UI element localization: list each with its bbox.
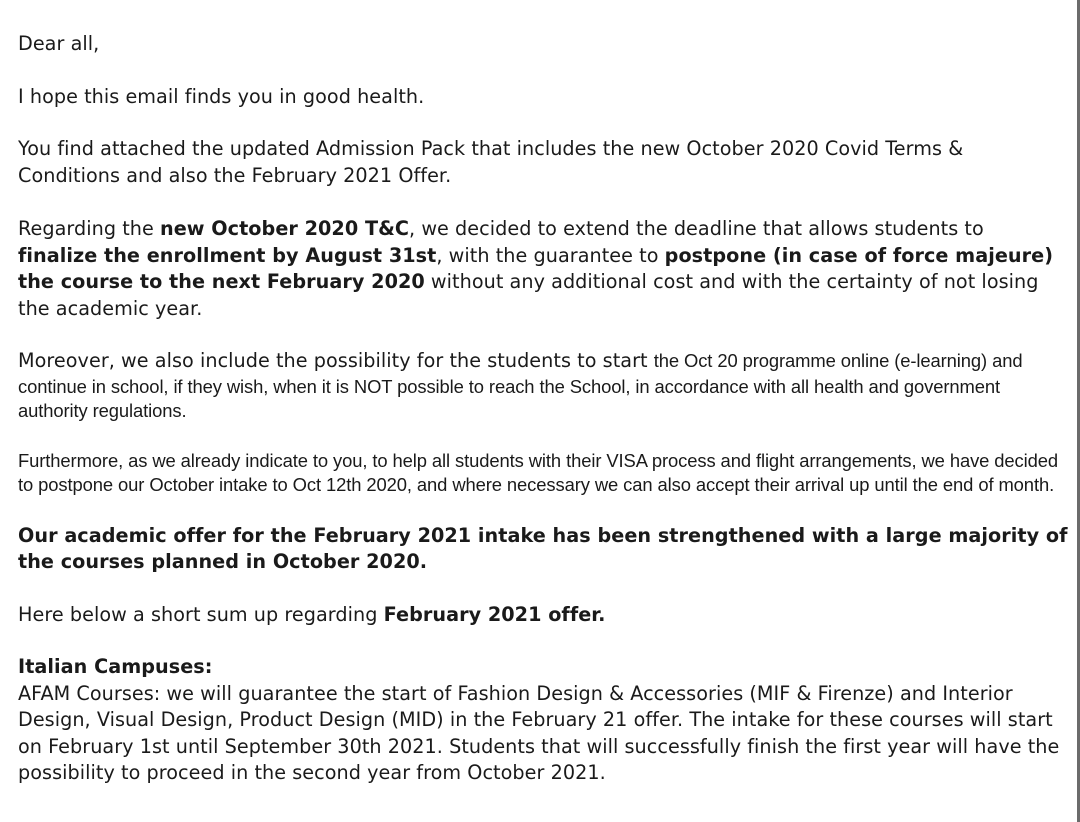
afam-paragraph: AFAM Courses: we will guarantee the start of Fashion Design & Accessories (MIF & Firenze) and Interior Design, Visual Design, Product Design (MID) in the February 21 offer. The intake for these courses will start on February 1st until September 30th 2021. Students that will successfully finish the first year will have the possibility to proceed in the second year from October 2021. — [18, 681, 1060, 784]
sumup-paragraph — [18, 602, 1068, 629]
sumup-text: Here below a short sum up regarding — [18, 602, 384, 626]
terms-bold-2: finalize the enrollment by August 31st — [18, 243, 437, 267]
terms-text-3: , with the guarantee to — [436, 243, 665, 267]
terms-text-1: Regarding the — [18, 217, 161, 240]
greeting-paragraph: Dear all, — [18, 32, 100, 55]
terms-paragraph — [18, 216, 1068, 322]
intro-paragraph: I hope this email finds you in good health. — [18, 84, 425, 108]
campuses-heading-bold: Italian Campuses: — [18, 655, 213, 678]
academic-offer-paragraph — [18, 523, 1068, 576]
terms-text-2: , we decided to extend the deadline that allows students to — [409, 217, 984, 240]
elearning-paragraph — [18, 348, 1068, 423]
attachment-paragraph: You find attached the updated Admission Pack that includes the new October 2020 Covid Terms & Conditions and also the February 2021 Offer. — [18, 137, 964, 187]
academic-offer-bold: Our academic offer for the February 2021 intake has been strengthened with a large majority of the courses planned in October 2020. — [18, 523, 1068, 573]
terms-bold-1: new October 2020 T&C — [160, 217, 410, 240]
sumup-bold: February 2021 offer. — [383, 602, 606, 626]
campuses-heading — [18, 654, 1068, 681]
elearning-text-2: the Oct 20 programme online (e-learning) and continue in school, if they wish, when it is NOT possible to reach the School, in accordance with all health and government authority regulations. — [18, 350, 1023, 421]
terms-bold-3: postpone (in case of force majeure) the course to the next February 2020 — [18, 243, 1054, 293]
terms-text-4: without any additional cost and with the certainty of not losing the academic year. — [18, 270, 1039, 320]
elearning-text-1: Moreover, we also include the possibility for the students to start — [18, 349, 654, 372]
email-body — [18, 0, 1068, 787]
intake-paragraph: Furthermore, as we already indicate to you, to help all students with their VISA process and flight arrangements, we have decided to postpone our October intake to Oct 12th 2020, and where necessary we can also accept their arrival up until the end of month. — [18, 449, 1059, 495]
